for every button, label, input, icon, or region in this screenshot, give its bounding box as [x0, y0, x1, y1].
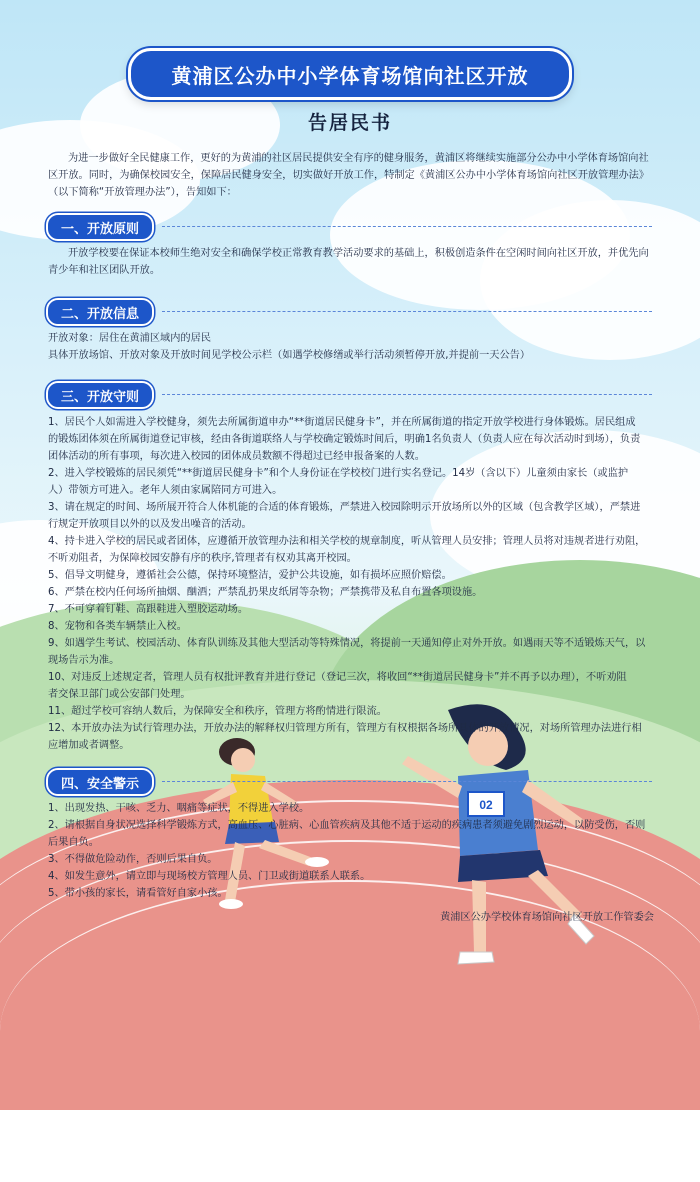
- rule-line: 团体活动的所有事项，每次进入校园的团体成员数额不得超过已经申报备案的人数。: [48, 451, 425, 462]
- section-divider: [162, 311, 652, 312]
- body-line: 开放对象：居住在黄浦区域内的居民: [48, 333, 211, 344]
- rule-line: 1、居民个人如需进入学校健身，须先去所属街道申办“**街道居民健身卡”，并在所属街道的指定开放学校进行身体锻炼。居民组成: [48, 417, 636, 428]
- rule-line: 人）带领方可进入。老年人须由家属陪同方可进入。: [48, 485, 283, 496]
- rule-line: 9、如遇学生考试、校园活动、体育队训练及其他大型活动等特殊情况，将提前一天通知停止对外开放。如遇雨天等不适锻炼天气，以: [48, 638, 646, 649]
- intro-line: 区开放。同时，为确保校园安全，保障居民健身安全，切实做好开放工作，特制定《黄浦区公办中小学体育场馆向社区开放管理办法》: [48, 170, 650, 181]
- rule-line: 4、持卡进入学校的居民或者团体，应遵循开放管理办法和相关学校的规章制度，听从管理人员安排；管理人员将对违规者进行劝阻，: [48, 536, 646, 547]
- section-divider: [162, 226, 652, 227]
- section-body-rules: [48, 414, 662, 754]
- page-title: 黄浦区公办中小学体育场馆向社区开放: [171, 63, 529, 88]
- rule-line: 8、宠物和各类车辆禁止入校。: [48, 621, 187, 632]
- section-body-principles: [48, 245, 660, 279]
- rule-line: 应增加或者调整。: [48, 740, 130, 751]
- safety-line: 3、不得做危险动作，否则后果自负。: [48, 854, 218, 865]
- section-heading-safety: 四、安全警示: [46, 768, 154, 796]
- rule-line: 3、请在规定的时间、场所展开符合人体机能的合适的体育锻炼，严禁进入校园除明示开放场所以外的区域（包含教学区域），严禁进: [48, 502, 641, 513]
- section-body-safety: [48, 800, 662, 902]
- safety-line: 4、如发生意外，请立即与现场校方管理人员、门卫或街道联系人联系。: [48, 871, 371, 882]
- section-body-info: [48, 330, 660, 364]
- safety-line: 5、带小孩的家长，请看管好自家小孩。: [48, 888, 228, 899]
- rule-line: 5、倡导文明健身，遵循社会公德，保持环境整洁，爱护公共设施，如有损坏应照价赔偿。: [48, 570, 452, 581]
- rule-line: 7、不可穿着钉鞋、高跟鞋进入塑胶运动场。: [48, 604, 249, 615]
- rule-line: 不听劝阻者，为保障校园安静有序的秩序,管理者有权劝其离开校园。: [48, 553, 357, 564]
- rule-line: 10、对违反上述规定者，管理人员有权批评教育并进行登记（登记三次，将收回“**街道居民健身卡”并不再予以办理），不听劝阻: [48, 672, 627, 683]
- page-subtitle: 告居民书: [307, 112, 392, 134]
- rule-line: 6、严禁在校内任何场所抽烟、酗酒；严禁乱扔果皮纸屑等杂物；严禁携带及私自布置各项设施。: [48, 587, 483, 598]
- section-divider: [162, 394, 652, 395]
- body-line: 开放学校要在保证本校师生绝对安全和确保学校正常教育教学活动要求的基础上，积极创造条件在空闲时间向社区开放，并优先向: [68, 248, 649, 259]
- rule-line: 2、进入学校锻炼的居民须凭“**街道居民健身卡”和个人身份证在学校校门进行实名登记。14岁（含以下）儿童须由家长（或监护: [48, 468, 629, 479]
- safety-line: 2、请根据自身状况选择科学锻炼方式，高血压、心脏病、心血管疾病及其他不适于运动的疾病患者须避免剧烈运动，以防受伤，否则: [48, 820, 646, 831]
- intro-paragraph: [48, 150, 658, 201]
- rule-line: 的锻炼团体须在所属街道登记审核，经由各街道联络人与学校确定锻炼时间后，明确1名负责人（负责人应在每次活动时到场），负责: [48, 434, 641, 445]
- safety-line: 后果自负。: [48, 837, 99, 848]
- intro-line: （以下简称“开放管理办法”），告知如下：: [48, 187, 237, 198]
- rule-line: 者交保卫部门或公安部门处理。: [48, 689, 191, 700]
- rule-line: 11、超过学校可容纳人数后，为保障安全和秩序，管理方将酌情进行限流。: [48, 706, 387, 717]
- title-banner: [128, 48, 572, 100]
- rule-line: 12、本开放办法为试行管理办法，开放办法的解释权归管理方所有，管理方有权根据各场所具体的开放情况，对场所管理办法进行相: [48, 723, 642, 734]
- runner-bib-number: 02: [479, 798, 493, 812]
- body-line: 青少年和社区团队开放。: [48, 265, 161, 276]
- safety-line: 1、出现发热、干咳、乏力、咽痛等症状，不得进入学校。: [48, 803, 310, 814]
- section-heading-principles: 一、开放原则: [46, 213, 154, 241]
- rule-line: 现场告示为准。: [48, 655, 120, 666]
- issuer-signature: 黄浦区公办学校体育场馆向社区开放工作管委会: [440, 912, 654, 923]
- rule-line: 行规定开放项目以外的以及发出噪音的活动。: [48, 519, 252, 530]
- section-divider: [162, 781, 652, 782]
- intro-line: 为进一步做好全民健康工作，更好的为黄浦的社区居民提供安全有序的健身服务，黄浦区将继续实施部分公办中小学体育场馆向社: [68, 153, 649, 164]
- body-line: 具体开放场馆、开放对象及开放时间见学校公示栏（如遇学校修缮或举行活动须暂停开放,并提前一天公告）: [48, 350, 531, 361]
- section-heading-rules: 三、开放守则: [46, 381, 154, 409]
- section-heading-info: 二、开放信息: [46, 298, 154, 326]
